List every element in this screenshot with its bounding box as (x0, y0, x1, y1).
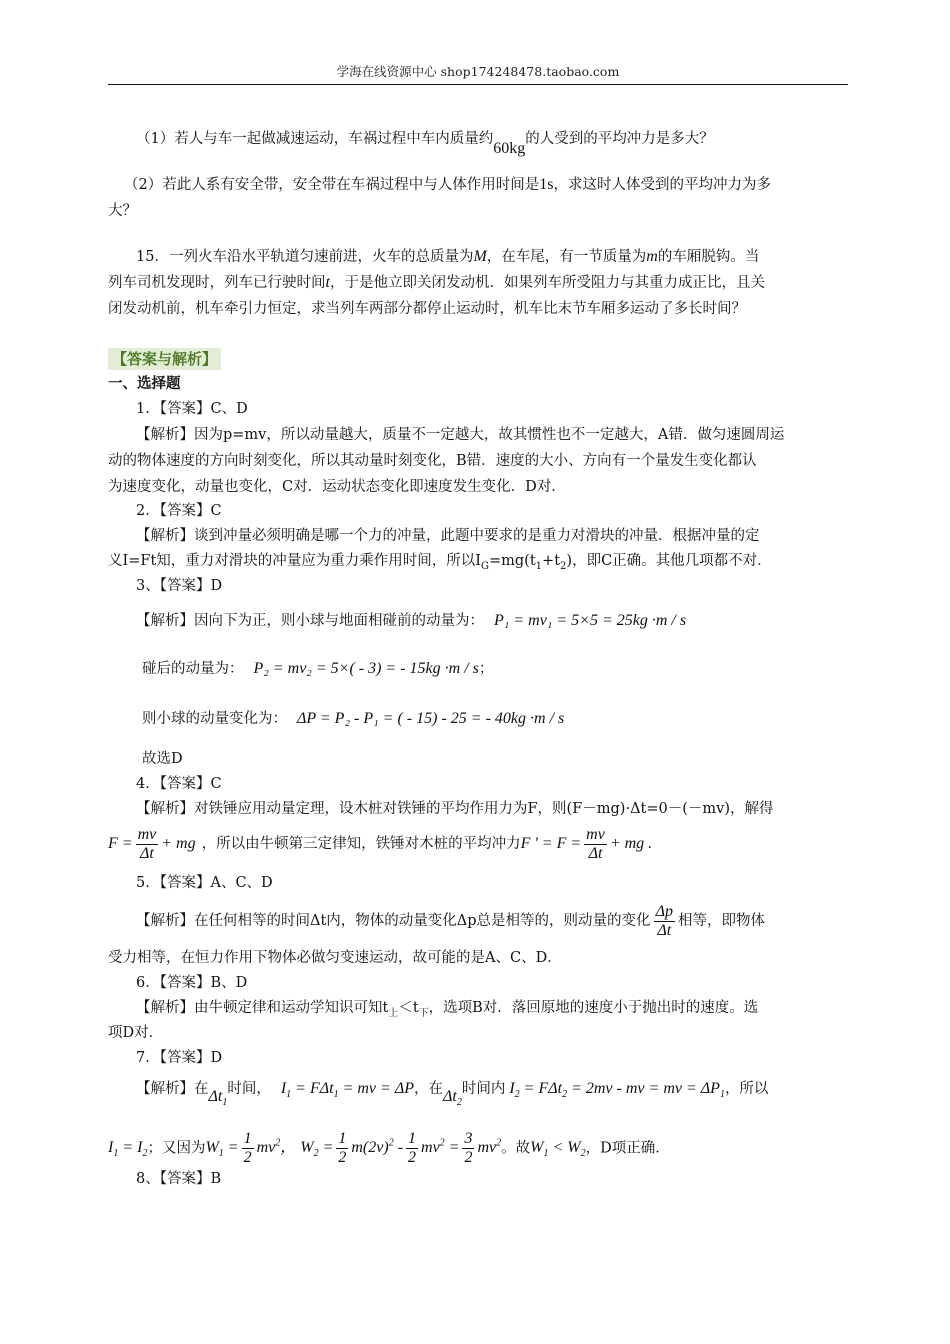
formula-f: F = $\frac{mv}{\Delta t}$ + mg (108, 825, 196, 862)
explain-7-line2: $I_1 = I_2$；又因为$W_1$ = $\frac{1}{2}$ $mv^2$， $W_2$ = $\frac{1}{2}$ $m(2v)^2$ - $\frac{1}{2}$ $mv^2$ = $\frac{3}{2}$ $mv^2$。故$W_1 < W_2$，D项正确． (108, 1130, 670, 1167)
answer-6: 6．【答案】B、D (136, 975, 248, 991)
explain-3-conclusion: 故选D (142, 751, 183, 767)
answer-2: 2．【答案】C (136, 503, 222, 519)
answer-8: 8、【答案】B (136, 1171, 222, 1187)
explain-5-line1: 【解析】在任何相等的时间Δt内，物体的动量变化Δp总是相等的，则动量的变化 $\frac{\Delta p}{\Delta t}$ 相等，即物体 (136, 902, 765, 939)
q14-part1: （1）若人与车一起做减速运动，车祸过程中车内质量约60kg的人受到的平均冲力是多大？ (136, 131, 714, 157)
formula-f-prime: F ' = F = $\frac{mv}{\Delta t}$ + mg . (520, 825, 653, 862)
q14-part2-cont: 大？ (108, 203, 137, 219)
q14-part2: （2）若此人系有安全带，安全带在车祸过程中与人体作用时间是1s，求这时人体受到的平均冲力为多 (124, 176, 771, 193)
equation-p2: P₂ = mv₂ = 5×( - 3) = - 15kg ·m / s (253, 660, 479, 677)
explain-6-line2: 项D对． (108, 1025, 164, 1041)
explain-5-line2: 受力相等，在恒力作用下物体必做匀变速运动，故可能的是A、C、D． (108, 950, 562, 966)
q15-line2: 列车司机发现时，列车已行驶时间t，于是他立即关闭发动机．如果列车所受阻力与其重力成正比，且关 (108, 274, 765, 291)
answer-1: 1．【答案】C、D (136, 401, 248, 417)
explain-6-line1: 【解析】由牛顿定律和运动学知识可知$t_上<t_下$，选项B对．落回原地的速度小于抛出时的速度。选 (136, 1000, 759, 1019)
explain-1-line3: 为速度变化，动量也变化，C对．运动状态变化即速度发生变化．D对． (108, 479, 566, 495)
equation-p1: P₁ = mv₁ = 5×5 = 25kg ·m / s (494, 612, 687, 629)
answer-3: 3、【答案】D (136, 578, 223, 594)
explain-7-line1: 【解析】在$\Delta t_1$时间， $I_1 = F\Delta t_1$ = mv = ΔP，在$\Delta t_2$时间内 $I_2 = F\Delta t_2 = 2mv$ - mv = mv = $\Delta P_1$，所以 (136, 1080, 769, 1109)
page-header: 学海在线资源中心 shop174248478.taobao.com (108, 62, 848, 85)
explain-2-line2: 义I=Ft知，重力对滑块的冲量应为重力乘作用时间，所以$I_G=mg(t_1+t_2)$，即C正确。其他几项都不对． (108, 553, 772, 572)
explain-2-line1: 【解析】谈到冲量必须明确是哪一个力的冲量，此题中要求的是重力对滑块的冲量．根据冲量的定 (136, 528, 760, 544)
equation-delta-p: ΔP = P₂ - P₁ = ( - 15) - 25 = - 40kg ·m / s (297, 710, 565, 727)
q15-line3: 闭发动机前，机车牵引力恒定，求当列车两部分都停止运动时，机车比末节车厢多运动了多长时间？ (108, 301, 746, 317)
answer-4: 4．【答案】C (136, 776, 222, 792)
answers-title: 【答案与解析】 (108, 348, 221, 370)
explain-4-line1: 【解析】对铁锤应用动量定理，设木桩对铁锤的平均作用力为F，则(F－mg)·Δt=0－(－mv)，解得 (136, 801, 774, 817)
answer-7: 7．【答案】D (136, 1050, 223, 1066)
explain-1-line2: 动的物体速度的方向时刻变化，所以其动量时刻变化，B错．速度的大小、方向有一个量发生变化都认 (108, 453, 757, 469)
explain-1-line1: 【解析】因为p=mv，所以动量越大，质量不一定越大，故其惯性也不一定越大，A错．做匀速圆周运 (136, 427, 785, 443)
q15-line1: 15．一列火车沿水平轨道匀速前进，火车的总质量为M，在车尾，有一节质量为m的车厢脱钩。当 (136, 248, 760, 265)
answers-title-row (108, 348, 848, 371)
fraction-dp-dt: $\frac{\Delta p}{\Delta t}$ (655, 902, 673, 939)
answer-5: 5．【答案】A、C、D (136, 875, 273, 891)
explain-3-line3: 则小球的动量变化为： ΔP = P₂ - P₁ = ( - 15) - 25 = - 40kg ·m / s (142, 710, 565, 727)
section-choice: 一、选择题 (108, 375, 181, 392)
explain-3-line2: 碰后的动量为： P₂ = mv₂ = 5×( - 3) = - 15kg ·m / s； (142, 660, 494, 677)
explain-3-line1: 【解析】因向下为正，则小球与地面相碰前的动量为： P₁ = mv₁ = 5×5 = 25kg ·m / s (136, 612, 687, 629)
explain-4-line2: F = $\frac{mv}{\Delta t}$ + mg ，所以由牛顿第三定律知，铁锤对木桩的平均冲力F ' = F = $\frac{mv}{\Delta t}$ + mg . (108, 825, 653, 862)
